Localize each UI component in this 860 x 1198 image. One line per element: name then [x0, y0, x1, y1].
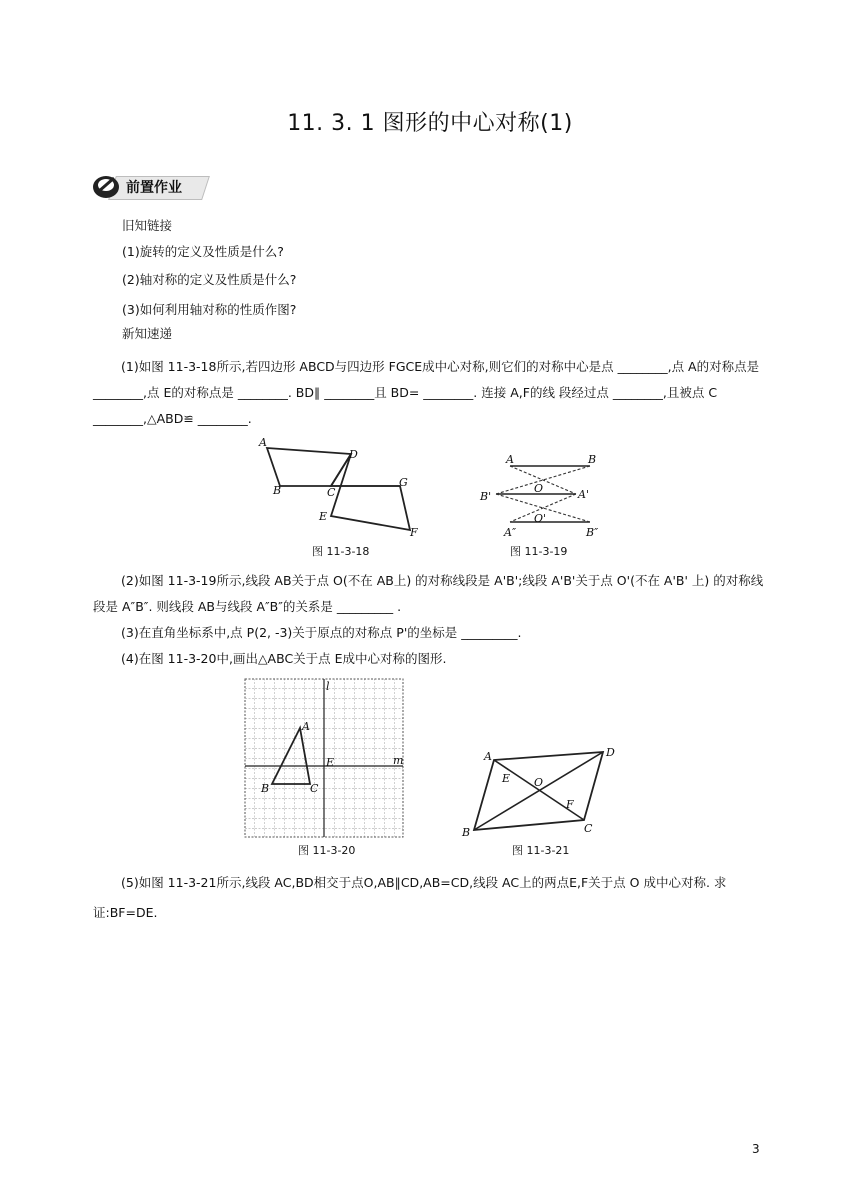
label-F: F [566, 798, 574, 811]
label-E: E [502, 772, 511, 785]
figure-11-3-18 [255, 436, 425, 542]
label-B-prime: B' [480, 490, 492, 503]
old-question-2: (2)轴对称的定义及性质是什么? [122, 272, 297, 287]
caption-11-3-20: 图 11-3-20 [298, 844, 356, 857]
new-knowledge-heading: 新知速递 [122, 326, 173, 341]
page-title: 11. 3. 1 图形的中心对称(1) [287, 111, 573, 136]
label-O: O [534, 482, 544, 495]
label-C: C [584, 822, 593, 835]
figure-11-3-20 [244, 678, 404, 838]
label-A: A [484, 750, 492, 763]
label-A: A [506, 453, 514, 466]
label-G: G [399, 476, 408, 489]
label-B: B [273, 484, 282, 497]
label-A-double-prime: A″ [504, 526, 517, 539]
label-F: F [410, 526, 418, 539]
section-badge [90, 170, 208, 202]
figure-11-3-21 [460, 744, 620, 838]
label-E: E [326, 756, 335, 769]
caption-11-3-21: 图 11-3-21 [512, 844, 570, 857]
label-A: A [302, 720, 310, 733]
old-knowledge-heading: 旧知链接 [122, 218, 173, 233]
label-A: A [259, 436, 267, 449]
label-m: m [393, 754, 404, 767]
question-5: (5)如图 11-3-21所示,线段 AC,BD相交于点O,AB∥CD,AB=CD,线段 AC上的两点E,F关于点 O 成中心对称. 求证:BF=DE. [93, 875, 727, 920]
label-C: C [310, 782, 319, 795]
label-B: B [261, 782, 270, 795]
old-question-1: (1)旋转的定义及性质是什么? [122, 244, 284, 259]
label-C: C [327, 486, 336, 499]
label-B: B [588, 453, 597, 466]
label-O: O [534, 776, 544, 789]
label-l: l [326, 680, 330, 693]
question-1: (1)如图 11-3-18所示,若四边形 ABCD与四边形 FGCE成中心对称,则它们的对称中心是点 ________,点 A的对称点是 ________,点 E的对称点是 ________. BD∥ ________且 BD= ________. 连接 A,F的线 段经过点 ________,且被点 C ________,△ABD≌ ________. [93, 359, 760, 426]
page-number: 3 [752, 1142, 760, 1156]
badge-label: 前置作业 [126, 180, 182, 196]
label-A-prime: A' [578, 488, 589, 501]
caption-11-3-18: 图 11-3-18 [312, 545, 370, 558]
label-B: B [462, 826, 471, 838]
label-O-prime: O' [534, 512, 547, 525]
figure-11-3-19 [478, 452, 608, 540]
label-E: E [319, 510, 328, 523]
pen-logo-icon [90, 170, 124, 202]
question-4: (4)在图 11-3-20中,画出△ABC关于点 E成中心对称的图形. [121, 651, 447, 666]
old-question-3: (3)如何利用轴对称的性质作图? [122, 302, 297, 317]
label-D: D [606, 746, 615, 759]
question-2: (2)如图 11-3-19所示,线段 AB关于点 O(不在 AB上) 的对称线段是 A'B';线段 A'B'关于点 O'(不在 A'B' 上) 的对称线段是 A″B″. 则线段 AB与线段 A″B″的关系是 _________ . [93, 573, 764, 614]
label-B-double-prime: B″ [586, 526, 599, 539]
caption-11-3-19: 图 11-3-19 [510, 545, 568, 558]
label-D: D [349, 448, 358, 461]
question-3: (3)在直角坐标系中,点 P(2, -3)关于原点的对称点 P'的坐标是 _________. [121, 625, 522, 640]
